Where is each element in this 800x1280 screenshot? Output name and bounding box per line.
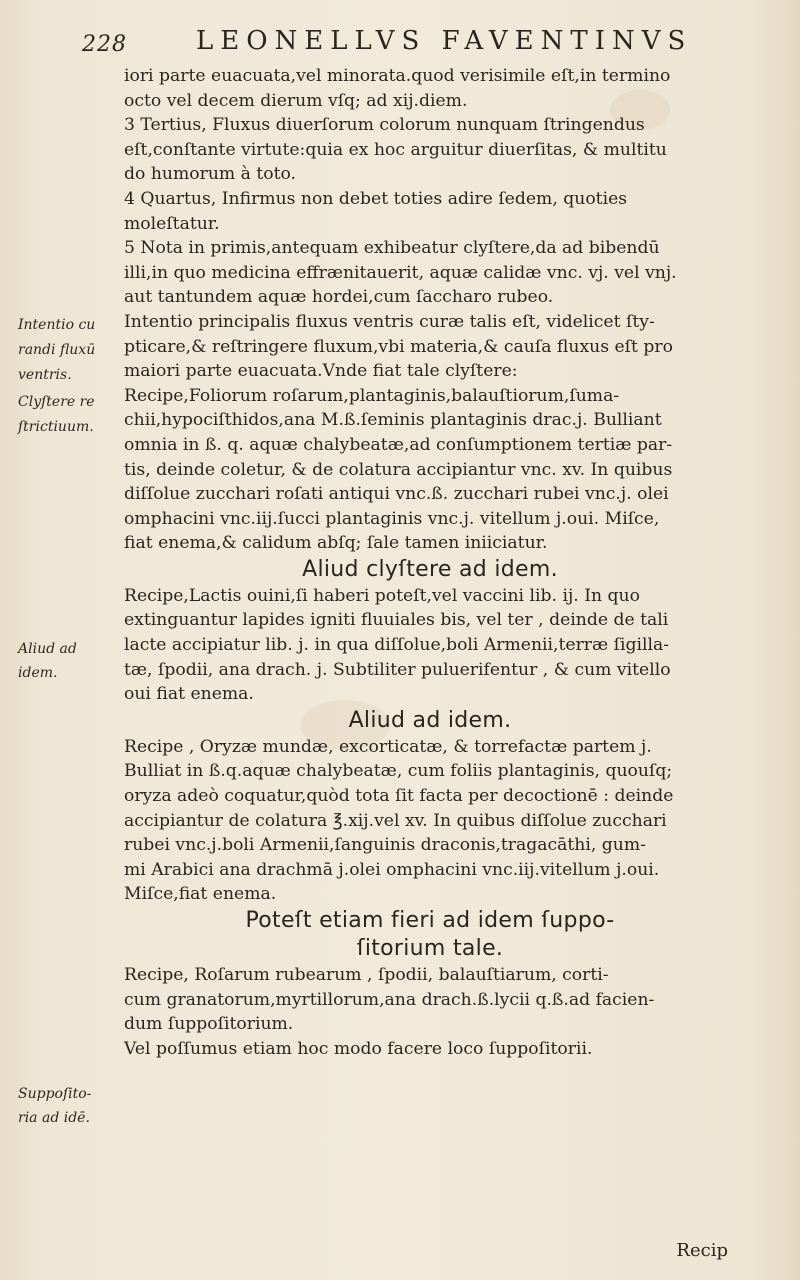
- text-line: 3 Tertius, Fluxus diuerſorum colorum nunquam ſtringendus: [124, 115, 645, 136]
- section-heading: Poteſt etiam fieri ad idem ſuppo-: [245, 908, 615, 933]
- text-line: oryza adeò coquatur,quòd tota ſit facta per decoctionē : deinde: [124, 786, 674, 807]
- text-line: omnia in ß. q. aquæ chalybeatæ,ad conſumptionem tertiæ par-: [124, 434, 673, 455]
- section-heading: Aliud ad idem.: [348, 707, 512, 733]
- text-line: eſt,conſtante virtute:quia ex hoc arguitur diuerſitas, & multitu: [124, 139, 667, 160]
- text-line: dum ſuppoſitorium.: [124, 1014, 294, 1035]
- text-line: Recipe,Foliorum roſarum,plantaginis,balauſtiorum,ſuma-: [124, 385, 620, 406]
- text-line: extinguantur lapides igniti fluuiales bis, vel ter , deinde de tali: [124, 610, 669, 631]
- marginal-note: ſtrictiuum.: [18, 419, 94, 435]
- text-line: illi,in quo medicina effrænitauerit, aquæ calidæ vnc. vj. vel vnj.: [124, 262, 677, 283]
- text-line: Recipe,Lactis ouini,ſi haberi poteſt,vel vaccini lib. ij. In quo: [124, 585, 640, 606]
- text-line: tis, deinde coletur, & de colatura accipiantur vnc. xv. In quibus: [124, 459, 673, 480]
- text-line: oui fiat enema.: [124, 684, 254, 705]
- text-line: lacte accipiatur lib. j. in qua diſſolue,boli Armenii,terræ ſigilla-: [124, 635, 670, 656]
- marginal-note: randi fluxū: [18, 342, 96, 358]
- text-line: Recipe, Roſarum rubearum , ſpodii, balauſtiarum, corti-: [124, 965, 609, 985]
- catchword: Recip: [676, 1240, 728, 1261]
- running-head: LEONELLVS FAVENTINVS: [196, 26, 693, 56]
- text-line: aut tantundem aquæ hordei,cum ſaccharo rubeo.: [124, 287, 554, 308]
- text-line: pticare,& reſtringere fluxum,vbi materia,& cauſa fluxus eſt pro: [124, 336, 673, 357]
- text-line: Intentio principalis fluxus ventris curæ talis eſt, videlicet ſty-: [124, 311, 655, 332]
- text-line: omphacini vnc.iij.ſucci plantaginis vnc.j. vitellum j.oui. Miſce,: [124, 508, 660, 529]
- text-line: Miſce,fiat enema.: [124, 884, 277, 905]
- section-heading: Aliud clyſtere ad idem.: [302, 556, 558, 582]
- text-line: cum granatorum,myrtillorum,ana drach.ß.lycii q.ß.ad facien-: [124, 989, 655, 1010]
- marginal-note: Intentio cu: [18, 317, 96, 333]
- text-line: 4 Quartus, Infirmus non debet toties adire ſedem, quoties: [124, 188, 628, 209]
- text-line: diſſolue zucchari roſati antiqui vnc.ß. zucchari rubei vnc.j. olei: [124, 484, 669, 505]
- text-line: do humorum à toto.: [124, 164, 297, 185]
- text-line: chii,hypociſthidos,ana M.ß.ſeminis plantaginis drac.j. Bulliant: [124, 410, 662, 431]
- marginal-note: ria ad idē.: [18, 1110, 90, 1126]
- marginal-note: idem.: [18, 665, 58, 681]
- page-number: 228: [82, 32, 127, 57]
- text-line: tæ, ſpodii, ana drach. j. Subtiliter puluerifentur , & cum vitello: [124, 659, 671, 680]
- text-line: 5 Nota in primis,antequam exhibeatur clyſtere,da ad bibendū: [124, 238, 660, 259]
- marginal-note: Suppoſito-: [18, 1086, 92, 1102]
- section-heading: ſitorium tale.: [356, 936, 504, 961]
- text-line: fiat enema,& calidum abſq; ſale tamen iniiciatur.: [124, 533, 548, 554]
- text-line: mi Arabici ana drachmā j.olei omphacini vnc.iij.vitellum j.oui.: [124, 859, 660, 880]
- body-text: [124, 64, 736, 1061]
- text-line: Recipe , Oryzæ mundæ, excorticatæ, & torrefactæ partem j.: [124, 736, 652, 757]
- text-line: octo vel decem dierum vſq; ad xij.diem.: [124, 90, 468, 111]
- text-line: moleſtatur.: [124, 213, 220, 234]
- text-line: rubei vnc.j.boli Armenii,ſanguinis draconis,tragacāthi, gum-: [124, 835, 646, 856]
- marginal-note: ventris.: [18, 367, 72, 383]
- page-header: [0, 26, 800, 56]
- text-line: iori parte euacuata,vel minorata.quod verisimile eſt,in termino: [124, 66, 671, 86]
- text-line: accipiantur de colatura ℥.xij.vel xv. In quibus diſſolue zucchari: [124, 810, 667, 831]
- text-line: maiori parte euacuata.Vnde fiat tale clyſtere:: [124, 361, 518, 382]
- marginal-note: Clyſtere re: [18, 394, 95, 410]
- text-line: Vel poſſumus etiam hoc modo facere loco ſuppoſitorii.: [124, 1038, 593, 1059]
- text-line: Bulliat in ß.q.aquæ chalybeatæ, cum foliis plantaginis, quouſq;: [124, 761, 673, 782]
- marginal-note: Aliud ad: [18, 641, 77, 657]
